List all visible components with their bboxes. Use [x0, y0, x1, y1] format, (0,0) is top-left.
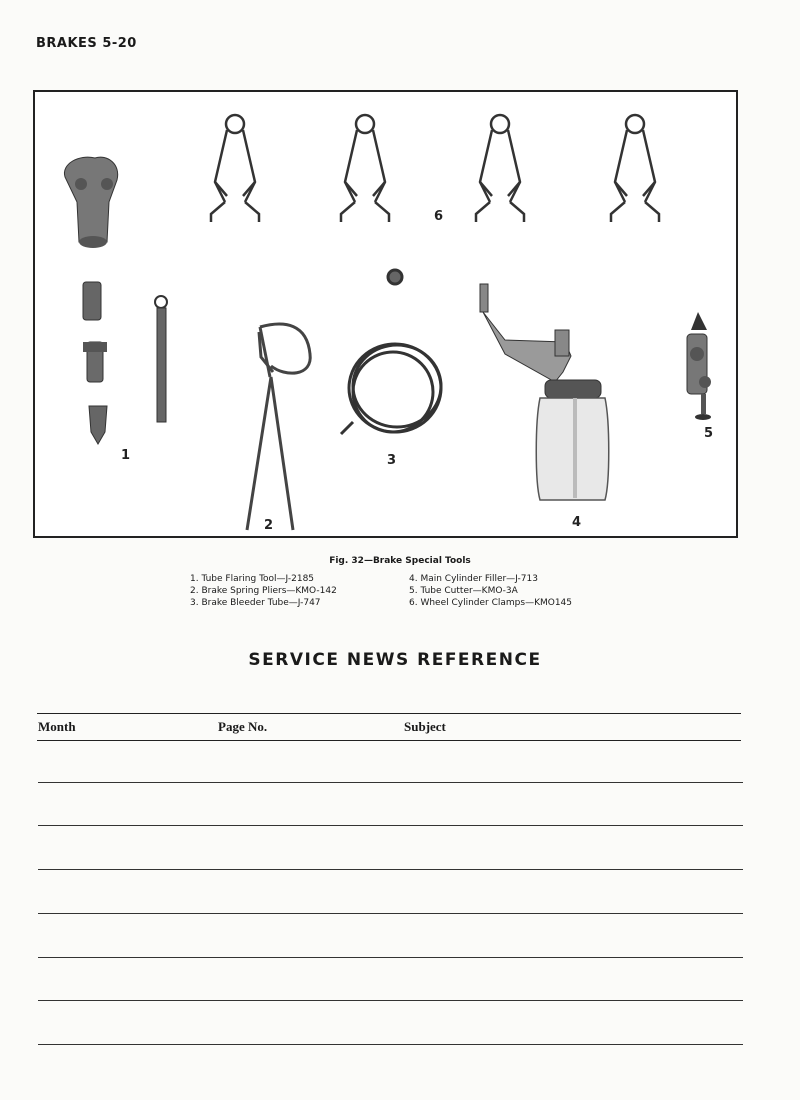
callout-6: 6 — [434, 209, 444, 224]
callout-3: 3 — [387, 453, 397, 468]
blank-entry-row — [38, 957, 743, 958]
figure-caption: Fig. 32—Brake Special Tools — [329, 556, 471, 566]
legend-item: 4. Main Cylinder Filler—J-713 — [409, 574, 538, 584]
figure-brake-tools — [33, 90, 738, 538]
tube-cutter-illustration — [687, 312, 711, 420]
column-header-month: Month — [38, 719, 76, 734]
brake-spring-pliers-illustration — [247, 324, 310, 530]
legend-item: 5. Tube Cutter—KMO-3A — [409, 586, 518, 596]
blank-entry-row — [38, 782, 743, 783]
main-cylinder-filler-illustration — [480, 284, 609, 500]
callout-2: 2 — [264, 518, 274, 533]
legend-item: 2. Brake Spring Pliers—KMO-142 — [190, 586, 337, 596]
callout-4: 4 — [572, 515, 582, 530]
tube-flaring-tool-illustration — [64, 157, 167, 444]
tools-illustration — [35, 92, 736, 536]
blank-entry-row — [38, 1000, 743, 1001]
figure-legend-left — [190, 573, 337, 609]
blank-entry-row — [38, 913, 743, 914]
column-header-page-no: Page No. — [218, 719, 268, 734]
blank-entry-row — [38, 825, 743, 826]
blank-entry-row — [38, 1044, 743, 1045]
section-title: SERVICE NEWS REFERENCE — [248, 650, 542, 670]
legend-item: 6. Wheel Cylinder Clamps—KMO145 — [409, 598, 573, 608]
reference-table-header — [37, 713, 741, 741]
page-header: BRAKES 5-20 — [36, 36, 137, 51]
legend-item: 3. Brake Bleeder Tube—J-747 — [190, 598, 321, 608]
brake-bleeder-tube-illustration — [341, 270, 441, 434]
blank-entry-row — [38, 869, 743, 870]
column-header-subject: Subject — [404, 719, 446, 734]
wheel-cylinder-clamp-illustration — [211, 115, 659, 222]
callout-5: 5 — [704, 426, 714, 441]
figure-legend-right — [409, 573, 572, 609]
callout-1: 1 — [121, 448, 131, 463]
legend-item: 1. Tube Flaring Tool—J-2185 — [190, 574, 315, 584]
